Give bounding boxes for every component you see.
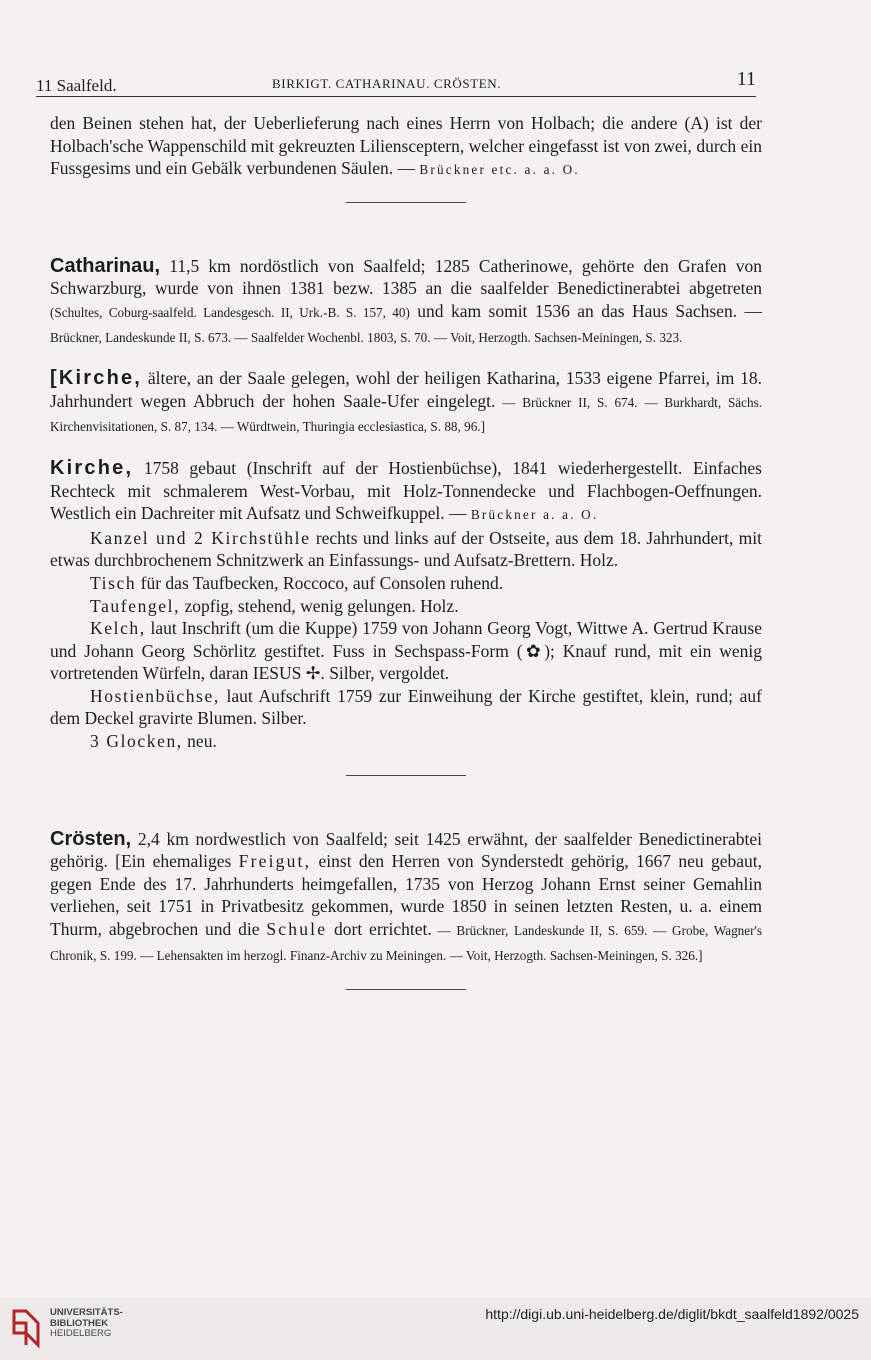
alte-kirche-text: ältere, an der Saale gelegen, wohl der heiligen Katharina, 1533 eigene Pfarrei, im 18. Jahrhundert wegen Abbruch der hohen Saale-Ufer eingelegt. <box>50 368 762 411</box>
item-lead: 3 Glocken, <box>90 731 183 752</box>
library-name <box>50 1308 123 1340</box>
item-taufengel <box>50 595 762 618</box>
kirche-text: 1758 gebaut (Inschrift auf der Hostienbüchse), 1841 wiederhergestellt. Einfaches Rechteck mit schmalerem West-Vorbau, mit Holz-Tonnendecke und Flachbogen-Oeffnungen. Westlich ein Dachreiter mit Aufsatz und Schweifkuppel. — <box>50 457 762 524</box>
header-center: BIRKIGT. CATHARINAU. CRÖSTEN. <box>272 76 502 91</box>
item-lead: Kanzel und 2 Kirchstühle <box>90 527 311 548</box>
croesten-text: 2,4 km nordwestlich von Saalfeld; seit 1425 erwähnt, der saalfelder Benedictinerabtei gehörig. [Ein ehemaliges <box>50 828 762 872</box>
item-text: neu. <box>182 731 217 752</box>
item-text: laut Aufschrift 1759 zur Einweihung der Kirche gestiftet, klein, rund; auf dem Deckel gravirte Blumen. Silber. <box>50 685 762 729</box>
running-header <box>36 68 756 95</box>
intro-text: den Beinen stehen hat, der Ueberlieferung nach eines Herrn von Holbach; die andere (A) ist der Holbach'sche Wappenschild mit gekreuzten Liliensceptern, welcher eingefasst ist von zwei, durch ein Fussgesims und ein Gebälk verbundenen Säulen. — <box>50 113 762 179</box>
croesten-freigut: Freigut, <box>238 851 312 872</box>
entry-alte-kirche: [Kirche, <box>50 367 143 390</box>
item-tisch <box>50 572 762 595</box>
viewer-footer <box>0 1298 871 1360</box>
library-line3: HEIDELBERG <box>50 1328 112 1339</box>
item-lead: Taufengel, <box>90 595 181 616</box>
section-divider <box>346 989 466 990</box>
item-kanzel <box>50 527 762 572</box>
item-kelch <box>50 617 762 685</box>
alte-kirche-paragraph <box>50 367 762 439</box>
page-number: 11 <box>736 68 756 90</box>
catharinau-text2: und kam somit 1536 an das Haus Sachsen. — <box>409 300 762 321</box>
kirche-ref: Brückner a. a. O. <box>470 507 599 523</box>
header-left: 11 Saalfeld. <box>36 76 117 95</box>
catharinau-text: 11,5 km nordöstlich von Saalfeld; 1285 Catherinowe, gehörte den Grafen von Schwarzburg, wurde von ihnen 1381 bezw. 1385 an die saalfelder Benedictinerabtei abgetreten <box>50 255 762 299</box>
catharinau-ref1: (Schultes, Coburg-saalfeld. Landesgesch. II, Urk.-B. S. 157, 40) <box>50 304 410 320</box>
croesten-text2: einst den Herren von Synderstedt gehörig, 1667 neu gebaut, gegen Ende des 17. Jahrhunderts heimgefallen, 1735 von Herzog Johann Ernst seiner Gemahlin verliehen, seit 1751 in Privatbesitz gekommen, wurde 1850 in seinen letzten Resten, u. a. einem Thurm, abgebrochen und die <box>50 851 762 940</box>
item-text: rechts und links auf der Ostseite, aus dem 18. Jahrhundert, mit etwas durchbrochenem Schnitzwerk an Einfassungs- und Aufsatz-Brettern. Holz. <box>50 527 762 571</box>
intro-paragraph <box>50 112 762 182</box>
entry-catharinau: Catharinau, <box>50 254 161 277</box>
library-line2: BIBLIOTHEK <box>50 1317 109 1329</box>
kirche-paragraph <box>50 457 762 527</box>
item-text: zopfig, stehend, wenig gelungen. Holz. <box>180 595 459 616</box>
university-library-logo-icon <box>10 1307 42 1349</box>
entry-kirche: Kirche, <box>50 456 134 479</box>
item-lead: Tisch <box>90 572 137 593</box>
croesten-paragraph <box>50 828 762 968</box>
permalink-url[interactable]: http://digi.ub.uni-heidelberg.de/diglit/bkdt_saalfeld1892/0025 <box>485 1306 859 1322</box>
page-body <box>50 112 762 990</box>
croesten-text3: dort errichtet. <box>327 919 432 940</box>
croesten-ref: — Brückner, Landeskunde II, S. 659. — Grobe, Wagner's Chronik, S. 199. — Lehensakten im herzogl. Finanz-Archiv zu Meiningen. — Voit, Herzogth. Sachsen-Meiningen, S. 326.] <box>50 923 763 963</box>
alte-kirche-ref: — Brückner II, S. 674. — Burkhardt, Sächs. Kirchenvisitationen, S. 87, 134. — Würdtwein, Thuringia ecclesiastica, S. 88, 96.] <box>50 394 763 435</box>
item-lead: Kelch, <box>90 618 146 639</box>
croesten-schule: Schule <box>266 919 328 940</box>
item-text: für das Taufbecken, Roccoco, auf Consolen ruhend. <box>136 572 504 593</box>
entry-croesten: Crösten, <box>50 827 132 850</box>
library-line1: UNIVERSITÄTS- <box>50 1307 123 1318</box>
item-hostienbuechse <box>50 685 762 730</box>
header-rule <box>36 96 756 97</box>
item-lead: Hostienbüchse, <box>90 685 220 706</box>
catharinau-paragraph <box>50 255 762 349</box>
catharinau-ref2: Brückner, Landeskunde II, S. 673. — Saalfelder Wochenbl. 1803, S. 70. — Voit, Herzogth. Sachsen-Meiningen, S. 323. <box>50 329 683 345</box>
item-text: laut Inschrift (um die Kuppe) 1759 von Johann Georg Vogt, Wittwe A. Gertrud Krause und Johann Georg Schörlitz gestiftet. Fuss in Sechspass-Form (✿); Knauf rund, mit ein wenig vortretenden Würfeln, daran IESUS ✢. Silber, vergoldet. <box>50 618 762 684</box>
intro-reference: Brückner etc. a. a. O. <box>419 162 580 178</box>
item-glocken <box>50 730 762 753</box>
